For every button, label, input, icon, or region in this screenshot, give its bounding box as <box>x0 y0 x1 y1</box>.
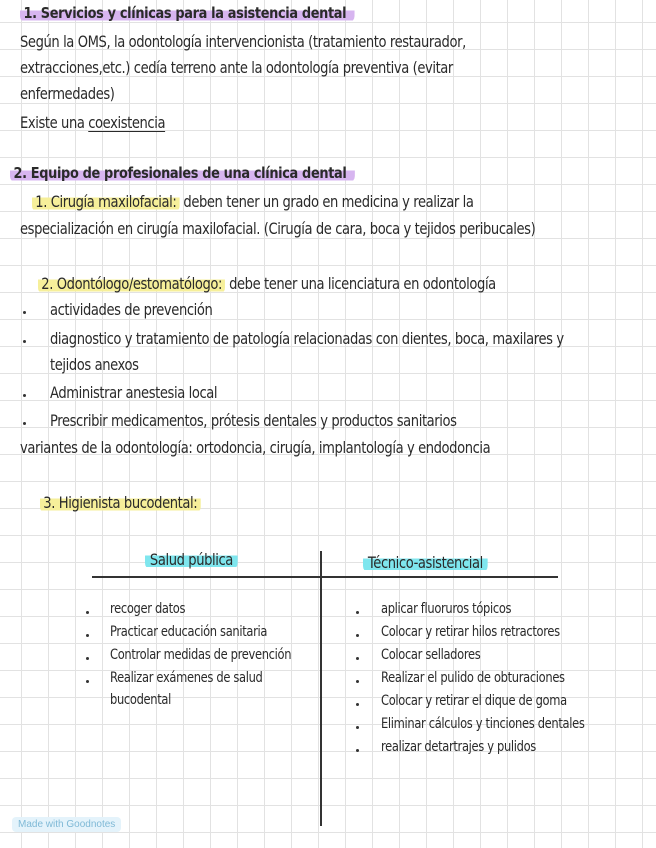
bullet-dot <box>356 634 359 637</box>
bullet-dot <box>86 657 89 660</box>
bullet-dot <box>356 611 359 614</box>
bullet-dot <box>356 749 359 752</box>
right-item-6: Eliminar cálculos y tinciones dentales <box>381 716 585 732</box>
section-1-line-3: enfermedades) <box>20 84 115 103</box>
odontologo-bullet-3: Administrar anestesia local <box>50 383 218 402</box>
bullet-dot <box>86 611 89 614</box>
left-item-4: Realizar exámenes de salud <box>110 670 263 686</box>
odontologo-bullet-2: diagnostico y tratamiento de patología relacionadas con dientes, boca, maxilares y <box>50 329 564 348</box>
left-item-1: recoger datos <box>110 601 186 617</box>
left-item-2: Practicar educación sanitaria <box>110 624 268 640</box>
right-item-1: aplicar fluoruros tópicos <box>381 601 512 617</box>
table-header-right: Técnico-asistencial <box>363 553 488 572</box>
section-1-line-1: Según la OMS, la odontología intervencionista (tratamiento restaurador, <box>20 32 466 51</box>
cirugia-label: 1. Cirugía maxilofacial: <box>32 192 180 211</box>
odontologo-text: debe tener una licenciatura en odontología <box>225 274 496 293</box>
cirugia-line <box>32 192 473 211</box>
section-2-title: 2. Equipo de profesionales de una clínica dental <box>10 164 355 182</box>
table-vertical-rule <box>320 551 322 826</box>
bullet-dot <box>356 657 359 660</box>
coexistence-line <box>20 113 165 132</box>
section-1-line-2: extracciones,etc.) cedía terreno ante la odontología preventiva (evitar <box>20 58 453 77</box>
table-header-left: Salud pública <box>145 550 238 569</box>
right-item-7: realizar detartrajes y pulidos <box>381 739 536 755</box>
bullet-dot <box>23 422 26 425</box>
higienista-label: 3. Higienista bucodental: <box>40 493 201 512</box>
odontologo-bullet-1: actividades de prevención <box>50 300 213 319</box>
bullet-dot <box>86 680 89 683</box>
bullet-dot <box>356 680 359 683</box>
coexistence-word: coexistencia <box>88 113 166 132</box>
odontologo-bullet-4: Prescribir medicamentos, prótesis dentales y productos sanitarios <box>50 411 457 430</box>
bullet-dot <box>356 703 359 706</box>
right-item-5: Colocar y retirar el dique de goma <box>381 693 567 709</box>
bullet-dot <box>23 311 26 314</box>
left-item-3: Controlar medidas de prevención <box>110 647 292 663</box>
odontologo-bullet-2-cont: tejidos anexos <box>50 355 139 374</box>
bullet-dot <box>356 726 359 729</box>
bullet-dot <box>23 340 26 343</box>
section-1-title: 1. Servicios y clínicas para la asistencia dental <box>20 4 355 22</box>
odontologo-label: 2. Odontólogo/estomatólogo: <box>38 274 225 293</box>
coexistence-prefix: Existe una <box>20 113 89 132</box>
table-horizontal-rule <box>92 576 558 578</box>
right-item-3: Colocar selladores <box>381 647 481 663</box>
odontologo-line <box>38 274 496 293</box>
right-item-2: Colocar y retirar hilos retractores <box>381 624 560 640</box>
left-item-4-cont: bucodental <box>110 692 171 708</box>
bullet-dot <box>23 394 26 397</box>
right-item-4: Realizar el pulido de obturaciones <box>381 670 565 686</box>
variants-line: variantes de la odontología: ortodoncia, cirugía, implantología y endodoncia <box>20 438 491 457</box>
goodnotes-watermark: Made with Goodnotes <box>12 817 121 832</box>
higienista-line <box>40 493 201 512</box>
cirugia-text: deben tener un grado en medicina y realizar la <box>179 192 474 211</box>
cirugia-line-2: especialización en cirugía maxilofacial. (Cirugía de cara, boca y tejidos peribucales) <box>20 219 536 238</box>
bullet-dot <box>86 634 89 637</box>
